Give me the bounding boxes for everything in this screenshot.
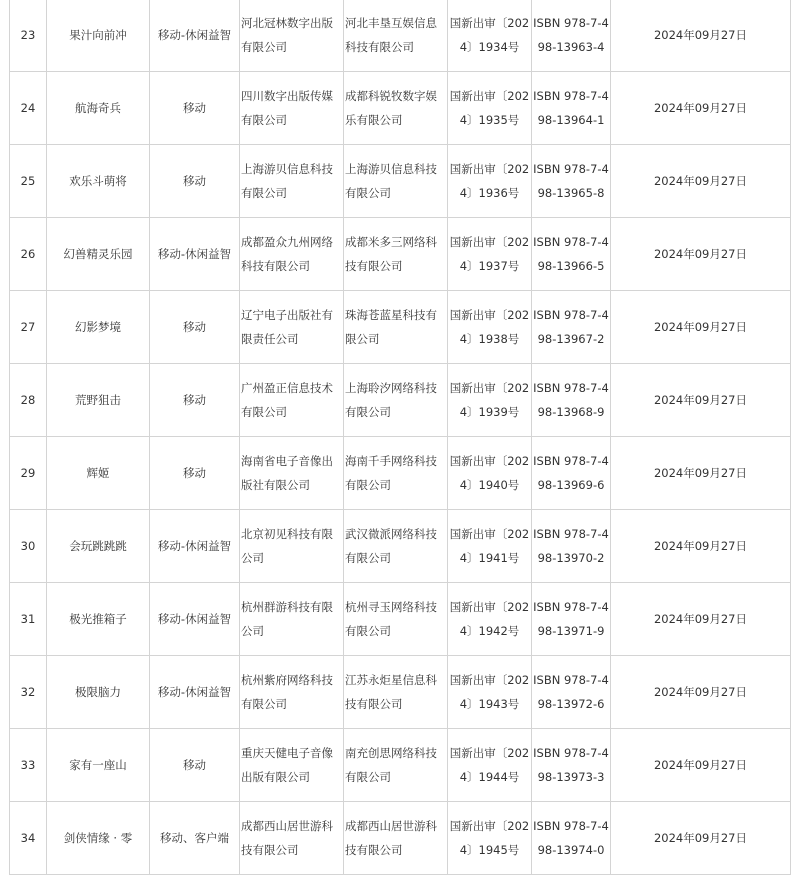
cell-category: 移动、客户端: [150, 802, 240, 875]
cell-category: 移动-休闲益智: [150, 0, 240, 72]
cell-operator: 河北丰垦互娱信息科技有限公司: [344, 0, 448, 72]
cell-approval-number: 国新出审〔2024〕1945号: [448, 802, 532, 875]
cell-number: 31: [10, 583, 47, 656]
table-row: [10, 291, 791, 364]
cell-date: 2024年09月27日: [611, 291, 791, 364]
cell-category: 移动: [150, 145, 240, 218]
table-row: [10, 145, 791, 218]
cell-date: 2024年09月27日: [611, 437, 791, 510]
cell-publisher: 河北冠林数字出版有限公司: [240, 0, 344, 72]
cell-isbn: ISBN 978-7-498-13963-4: [532, 0, 611, 72]
cell-game-name: 荒野狙击: [47, 364, 150, 437]
cell-game-name: 极光推箱子: [47, 583, 150, 656]
cell-operator: 上海聆汐网络科技有限公司: [344, 364, 448, 437]
cell-approval-number: 国新出审〔2024〕1935号: [448, 72, 532, 145]
cell-game-name: 欢乐斗萌将: [47, 145, 150, 218]
cell-operator: 成都米多三网络科技有限公司: [344, 218, 448, 291]
cell-category: 移动-休闲益智: [150, 218, 240, 291]
cell-number: 26: [10, 218, 47, 291]
cell-number: 30: [10, 510, 47, 583]
cell-publisher: 杭州群游科技有限公司: [240, 583, 344, 656]
cell-publisher: 重庆天健电子音像出版有限公司: [240, 729, 344, 802]
cell-isbn: ISBN 978-7-498-13967-2: [532, 291, 611, 364]
cell-game-name: 极限脑力: [47, 656, 150, 729]
cell-publisher: 辽宁电子出版社有限责任公司: [240, 291, 344, 364]
cell-game-name: 会玩跳跳跳: [47, 510, 150, 583]
cell-operator: 武汉微派网络科技有限公司: [344, 510, 448, 583]
cell-category: 移动: [150, 437, 240, 510]
cell-publisher: 成都盈众九州网络科技有限公司: [240, 218, 344, 291]
cell-category: 移动-休闲益智: [150, 510, 240, 583]
cell-publisher: 广州盈正信息技术有限公司: [240, 364, 344, 437]
table-row: [10, 0, 791, 72]
cell-approval-number: 国新出审〔2024〕1940号: [448, 437, 532, 510]
cell-approval-number: 国新出审〔2024〕1938号: [448, 291, 532, 364]
cell-operator: 成都科锐牧数字娱乐有限公司: [344, 72, 448, 145]
table-row: [10, 802, 791, 875]
cell-date: 2024年09月27日: [611, 802, 791, 875]
cell-isbn: ISBN 978-7-498-13965-8: [532, 145, 611, 218]
cell-number: 33: [10, 729, 47, 802]
cell-number: 25: [10, 145, 47, 218]
table-row: [10, 364, 791, 437]
cell-category: 移动: [150, 291, 240, 364]
cell-approval-number: 国新出审〔2024〕1934号: [448, 0, 532, 72]
cell-isbn: ISBN 978-7-498-13971-9: [532, 583, 611, 656]
table-body: [10, 0, 791, 875]
cell-publisher: 杭州紫府网络科技有限公司: [240, 656, 344, 729]
cell-isbn: ISBN 978-7-498-13969-6: [532, 437, 611, 510]
cell-date: 2024年09月27日: [611, 218, 791, 291]
cell-number: 28: [10, 364, 47, 437]
table-row: [10, 72, 791, 145]
cell-publisher: 成都西山居世游科技有限公司: [240, 802, 344, 875]
cell-number: 27: [10, 291, 47, 364]
cell-operator: 杭州寻玉网络科技有限公司: [344, 583, 448, 656]
cell-category: 移动-休闲益智: [150, 583, 240, 656]
cell-category: 移动: [150, 729, 240, 802]
cell-game-name: 剑侠情缘 · 零: [47, 802, 150, 875]
table-row: [10, 656, 791, 729]
cell-date: 2024年09月27日: [611, 656, 791, 729]
cell-operator: 江苏永炬星信息科技有限公司: [344, 656, 448, 729]
cell-number: 23: [10, 0, 47, 72]
cell-game-name: 幻影梦境: [47, 291, 150, 364]
table-row: [10, 437, 791, 510]
cell-date: 2024年09月27日: [611, 145, 791, 218]
cell-approval-number: 国新出审〔2024〕1939号: [448, 364, 532, 437]
cell-number: 32: [10, 656, 47, 729]
cell-approval-number: 国新出审〔2024〕1944号: [448, 729, 532, 802]
cell-publisher: 北京初见科技有限公司: [240, 510, 344, 583]
cell-game-name: 幻兽精灵乐园: [47, 218, 150, 291]
cell-publisher: 海南省电子音像出版社有限公司: [240, 437, 344, 510]
table-row: [10, 510, 791, 583]
cell-approval-number: 国新出审〔2024〕1941号: [448, 510, 532, 583]
cell-isbn: ISBN 978-7-498-13970-2: [532, 510, 611, 583]
cell-approval-number: 国新出审〔2024〕1936号: [448, 145, 532, 218]
cell-isbn: ISBN 978-7-498-13968-9: [532, 364, 611, 437]
cell-approval-number: 国新出审〔2024〕1942号: [448, 583, 532, 656]
cell-date: 2024年09月27日: [611, 729, 791, 802]
cell-number: 24: [10, 72, 47, 145]
cell-operator: 上海游贝信息科技有限公司: [344, 145, 448, 218]
cell-date: 2024年09月27日: [611, 583, 791, 656]
cell-category: 移动-休闲益智: [150, 656, 240, 729]
cell-game-name: 辉姬: [47, 437, 150, 510]
cell-date: 2024年09月27日: [611, 72, 791, 145]
cell-approval-number: 国新出审〔2024〕1943号: [448, 656, 532, 729]
cell-operator: 海南千手网络科技有限公司: [344, 437, 448, 510]
game-approval-table: [9, 0, 791, 875]
cell-publisher: 上海游贝信息科技有限公司: [240, 145, 344, 218]
cell-category: 移动: [150, 72, 240, 145]
cell-approval-number: 国新出审〔2024〕1937号: [448, 218, 532, 291]
cell-operator: 南充创思网络科技有限公司: [344, 729, 448, 802]
table-row: [10, 583, 791, 656]
cell-isbn: ISBN 978-7-498-13973-3: [532, 729, 611, 802]
cell-operator: 珠海苍蓝星科技有限公司: [344, 291, 448, 364]
cell-publisher: 四川数字出版传媒有限公司: [240, 72, 344, 145]
cell-date: 2024年09月27日: [611, 510, 791, 583]
cell-number: 29: [10, 437, 47, 510]
cell-isbn: ISBN 978-7-498-13974-0: [532, 802, 611, 875]
cell-number: 34: [10, 802, 47, 875]
cell-game-name: 家有一座山: [47, 729, 150, 802]
cell-isbn: ISBN 978-7-498-13972-6: [532, 656, 611, 729]
cell-isbn: ISBN 978-7-498-13964-1: [532, 72, 611, 145]
table-row: [10, 218, 791, 291]
cell-date: 2024年09月27日: [611, 364, 791, 437]
cell-game-name: 航海奇兵: [47, 72, 150, 145]
cell-operator: 成都西山居世游科技有限公司: [344, 802, 448, 875]
cell-isbn: ISBN 978-7-498-13966-5: [532, 218, 611, 291]
cell-game-name: 果汁向前冲: [47, 0, 150, 72]
cell-category: 移动: [150, 364, 240, 437]
table-row: [10, 729, 791, 802]
cell-date: 2024年09月27日: [611, 0, 791, 72]
